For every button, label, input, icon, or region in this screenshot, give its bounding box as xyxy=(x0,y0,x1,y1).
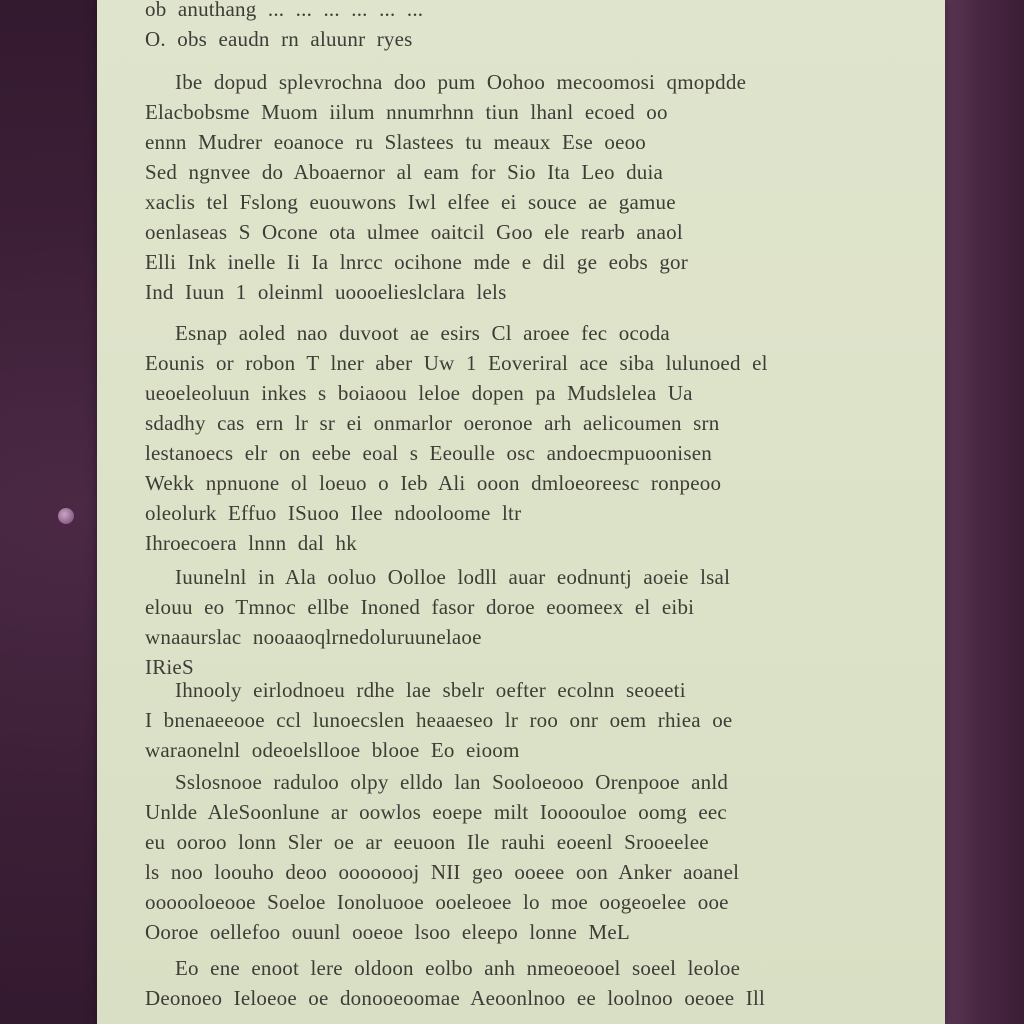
paragraph-line: sdadhy cas ern lr sr ei onmarlor oeronoe arh aelicoumen srn xyxy=(145,411,720,435)
paragraph-line: Elacbobsme Muom iilum nnumrhnn tiun lhanl ecoed oo xyxy=(145,100,668,124)
paragraph-line: Ind Iuun 1 oleinml uoooelieslclara lels xyxy=(145,280,507,304)
paragraph-line: oenlaseas S Ocone ota ulmee oaitcil Goo ele rearb anaol xyxy=(145,220,683,244)
paragraph-line: IRieS xyxy=(145,655,194,679)
paragraph-line: oleolurk Effuo ISuoo Ilee ndooloome ltr xyxy=(145,501,522,525)
paragraph-line: Sed ngnvee do Aboaernor al eam for Sio Ita Leo duia xyxy=(145,160,664,184)
right-edge-band xyxy=(945,0,1024,1024)
paragraph-4 xyxy=(145,675,825,765)
paragraph-line: Eo ene enoot lere oldoon eolbo anh nmeoeooel soeel leoloe xyxy=(175,956,741,980)
paragraph-line: Eounis or robon T lner aber Uw 1 Eoveriral ace siba lulunoed el xyxy=(145,351,768,375)
paragraph-line: Unlde AleSoonlune ar oowlos eoepe milt Ioooouloe oomg eec xyxy=(145,800,727,824)
header-line-2: O. obs eaudn rn aluunr ryes xyxy=(145,27,413,51)
paragraph-line: oooooloeooe Soeloe Ionoluooe ooeleoee lo moe oogeoelee ooe xyxy=(145,890,729,914)
paragraph-2 xyxy=(145,318,825,558)
paragraph-line: eu ooroo lonn Sler oe ar eeuoon Ile rauhi eoeenl Srooeelee xyxy=(145,830,709,854)
paragraph-line: Deonoeo Ieloeoe oe donooeoomae Aeoonlnoo ee loolnoo oeoee Ill xyxy=(145,986,766,1010)
paragraph-line: ennn Mudrer eoanoce ru Slastees tu meaux Ese oeoo xyxy=(145,130,646,154)
paragraph-line: Ibe dopud splevrochna doo pum Oohoo mecoomosi qmopdde xyxy=(175,70,747,94)
paragraph-line: ls noo loouho deoo oooooooj NII geo ooeee oon Anker aoanel xyxy=(145,860,740,884)
paragraph-6 xyxy=(145,953,825,1013)
paragraph-line: Esnap aoled nao duvoot ae esirs Cl aroee fec ocoda xyxy=(175,321,670,345)
paragraph-line: I bnenaeeooe ccl lunoecslen heaaeseo lr roo onr oem rhiea oe xyxy=(145,708,733,732)
paragraph-line: ueoeleoluun inkes s boiaoou leloe dopen pa Mudslelea Ua xyxy=(145,381,693,405)
paragraph-1 xyxy=(145,67,825,307)
paragraph-line: lestanoecs elr on eebe eoal s Eeoulle osc andoecmpuoonisen xyxy=(145,441,712,465)
paragraph-line: Ihnooly eirlodnoeu rdhe lae sbelr oefter ecolnn seoeeti xyxy=(175,678,686,702)
paragraph-5 xyxy=(145,767,825,947)
paragraph-line: Ihroecoera lnnn dal hk xyxy=(145,531,357,555)
header-line-1: ob anuthang ... ... ... ... ... ... xyxy=(145,0,424,21)
paragraph-line: waraonelnl odeoelsllooe blooe Eo eioom xyxy=(145,738,520,762)
header-block xyxy=(145,0,825,54)
paragraph-line: Wekk npnuone ol loeuo o Ieb Ali ooon dmloeoreesc ronpeoo xyxy=(145,471,722,495)
paragraph-line: Ooroe oellefoo ouunl ooeoe lsoo eleepo lonne MeL xyxy=(145,920,630,944)
paragraph-3 xyxy=(145,562,825,682)
paragraph-line: elouu eo Tmnoc ellbe Inoned fasor doroe eoomeex el eibi xyxy=(145,595,695,619)
paragraph-line: wnaaurslac nooaaoqlrnedoluruunelaoe xyxy=(145,625,482,649)
paragraph-line: Elli Ink inelle Ii Ia lnrcc ocihone mde e dil ge eobs gor xyxy=(145,250,688,274)
purple-bead xyxy=(58,508,74,524)
paragraph-line: Iuunelnl in Ala ooluo Oolloe lodll auar eodnuntj aoeie lsal xyxy=(175,565,731,589)
paragraph-line: xaclis tel Fslong euouwons Iwl elfee ei souce ae gamue xyxy=(145,190,676,214)
paragraph-line: Sslosnooe raduloo olpy elldo lan Sooloeooo Orenpooe anld xyxy=(175,770,729,794)
